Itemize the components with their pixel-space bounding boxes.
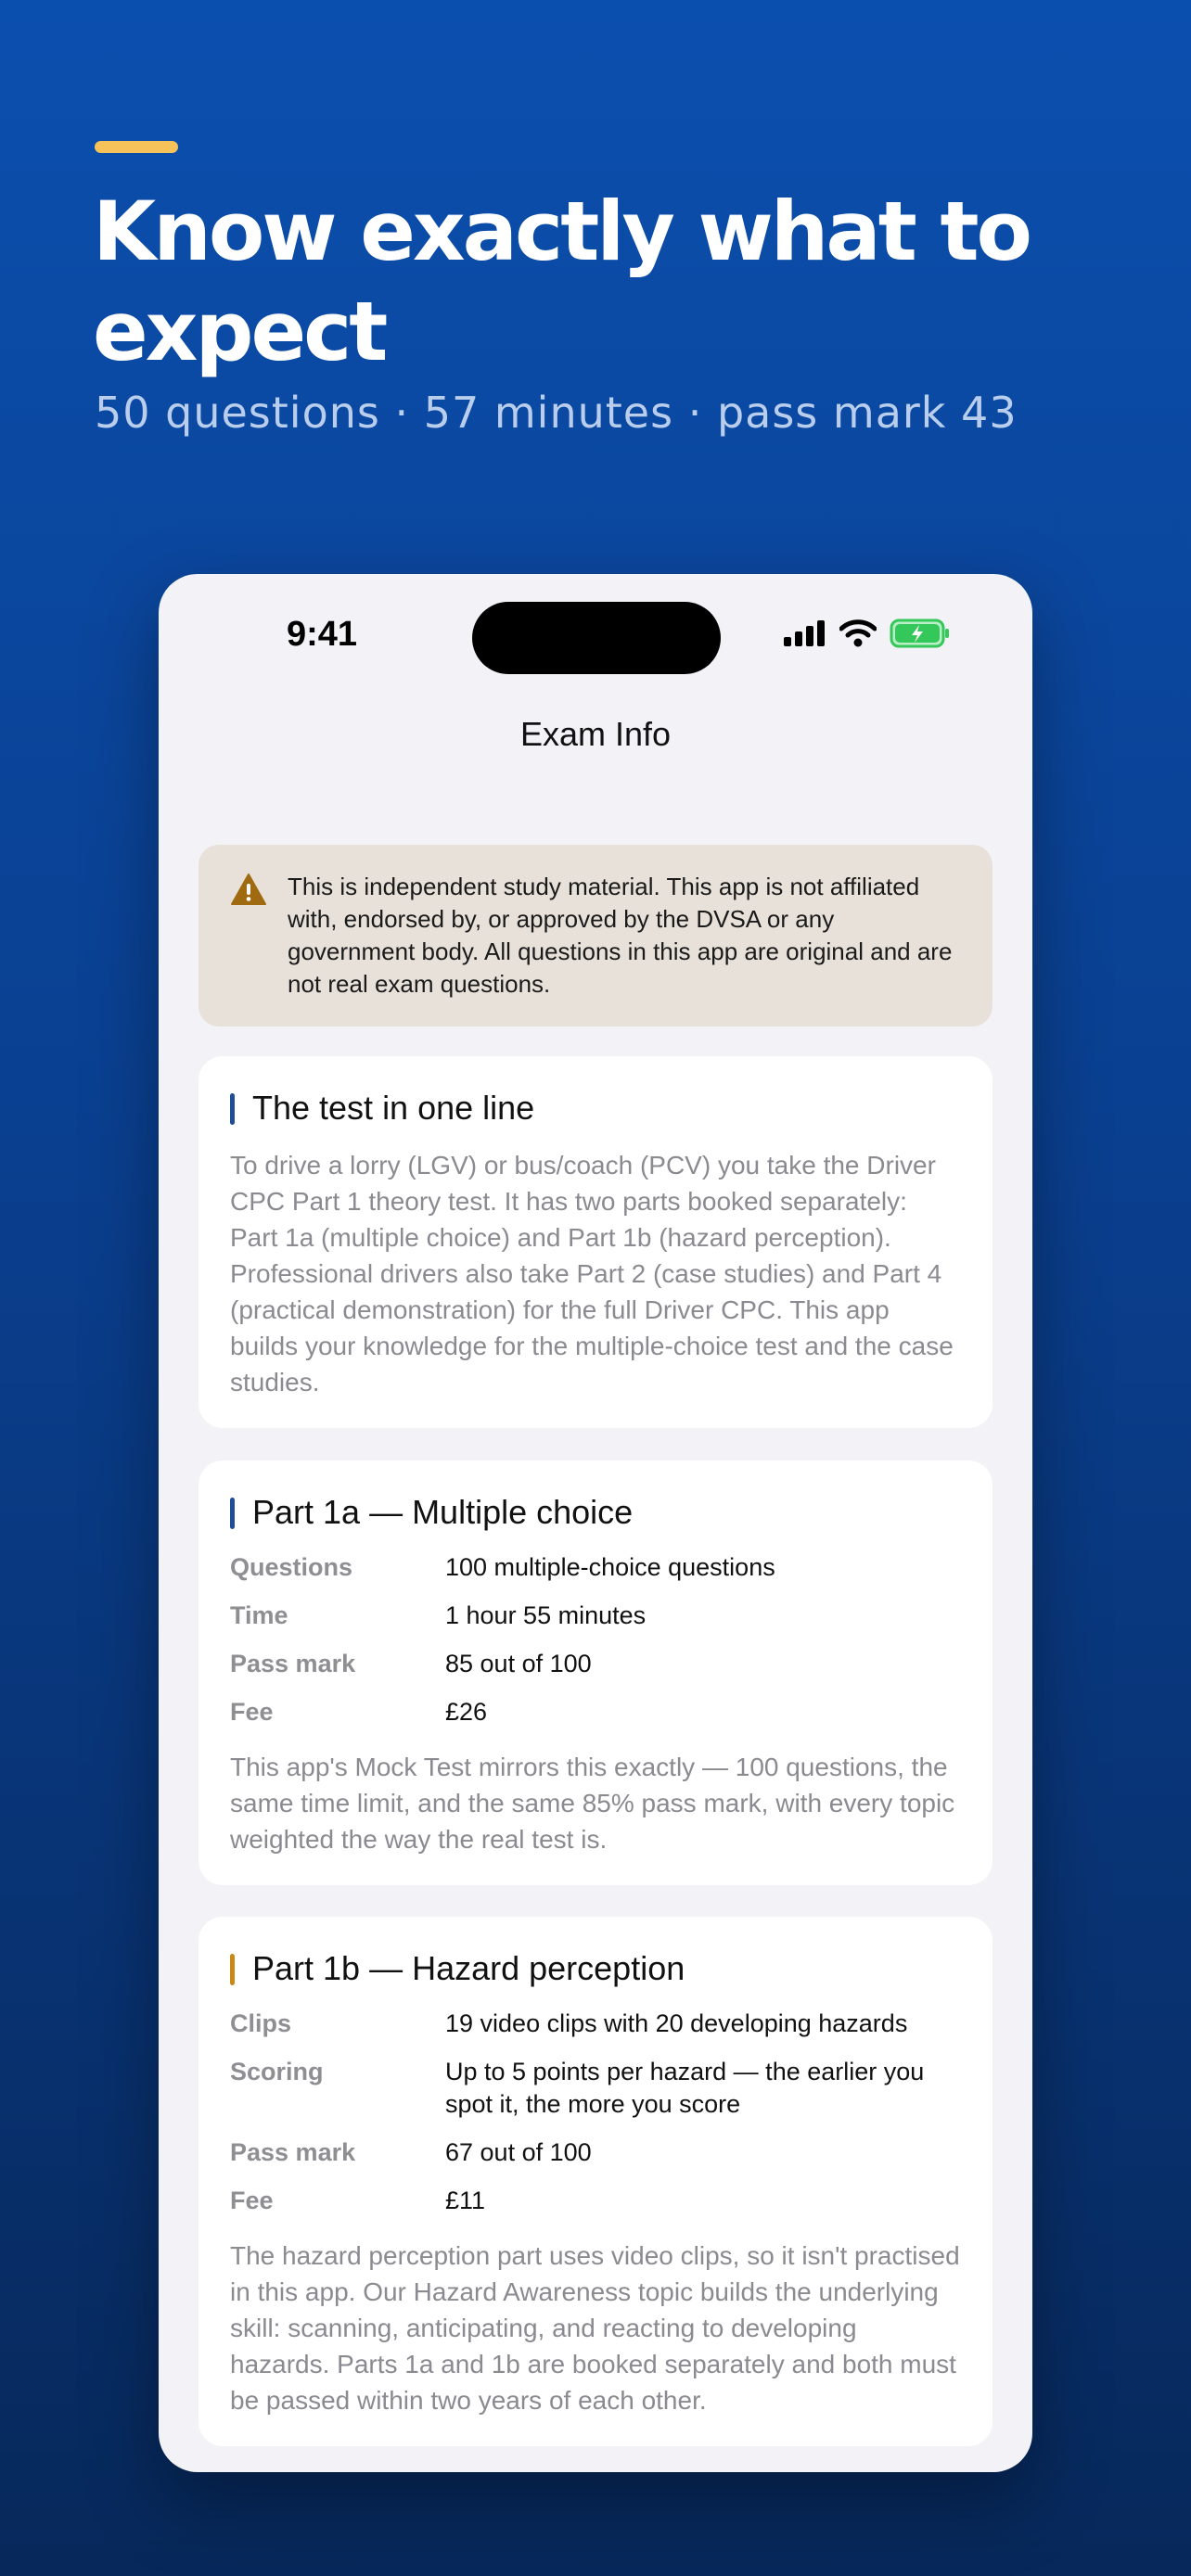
detail-row: [230, 2185, 961, 2217]
card-body: This app's Mock Test mirrors this exactly — 100 questions, the same time limit, and the same 85% pass mark, with every topic weighted the way the real test is.: [230, 1753, 955, 1854]
detail-value: Up to 5 points per hazard — the earlier you spot it, the more you score: [445, 2058, 925, 2118]
detail-label: Pass mark: [230, 1650, 356, 1677]
detail-value: 85 out of 100: [445, 1650, 592, 1677]
detail-label: Questions: [230, 1553, 353, 1581]
detail-value: 19 video clips with 20 developing hazards: [445, 2009, 908, 2037]
detail-value: 67 out of 100: [445, 2138, 592, 2166]
detail-row: [230, 1648, 961, 1680]
card-part-1a: [198, 1460, 992, 1885]
detail-label: Fee: [230, 2187, 274, 2214]
detail-row: [230, 1600, 961, 1632]
detail-row: [230, 2056, 961, 2121]
card-body: The hazard perception part uses video clips, so it isn't practised in this app. Our Hazard Awareness topic builds the underlying skill: scanning, anticipating, and reacting to developing hazards. Parts 1a and 1b are booked separately and both must be passed within two years of each other.: [230, 2241, 960, 2415]
detail-label: Fee: [230, 1698, 274, 1726]
detail-value: £11: [445, 2187, 486, 2214]
headline: Know exactly what to expect: [93, 184, 1031, 379]
detail-row: [230, 2136, 961, 2169]
accent-bar: [95, 141, 178, 153]
card-title: Part 1a — Multiple choice: [230, 1492, 961, 1533]
card-title: The test in one line: [230, 1088, 961, 1129]
status-time: 9:41: [287, 615, 358, 654]
detail-row: [230, 1551, 961, 1584]
disclaimer-text: This is independent study material. This app is not affiliated with, endorsed by, or approved by the DVSA or any government body. All questions in this app are original and are not real exam questions.: [288, 873, 953, 998]
detail-value: 100 multiple-choice questions: [445, 1553, 775, 1581]
card-test-overview: [198, 1056, 992, 1428]
detail-value: 1 hour 55 minutes: [445, 1601, 647, 1629]
nav-title: Exam Info: [519, 715, 672, 753]
card-part-1b: [198, 1917, 992, 2446]
subhead: 50 questions · 57 minutes · pass mark 43: [95, 388, 1018, 438]
detail-label: Clips: [230, 2009, 292, 2037]
warning-icon: [230, 873, 267, 906]
card-title: Part 1b — Hazard perception: [230, 1948, 961, 1989]
detail-label: Time: [230, 1601, 288, 1629]
detail-value: £26: [445, 1698, 488, 1726]
detail-row: [230, 1696, 961, 1728]
detail-label: Scoring: [230, 2058, 324, 2085]
disclaimer-notice: [198, 845, 992, 1027]
signal-icon: [784, 620, 826, 646]
phone-frame: [159, 574, 1032, 2472]
status-icons: [784, 618, 951, 648]
card-body: To drive a lorry (LGV) or bus/coach (PCV) you take the Driver CPC Part 1 theory test. It has two parts booked separately: Part 1a (multiple choice) and Part 1b (hazard perception). Professional drivers also take Part 2 (case studies) and Part 4 (practical demonstration) for the full Driver CPC. This app builds your knowledge for the multiple-choice test and the case studies.: [230, 1151, 954, 1396]
detail-label: Pass mark: [230, 2138, 356, 2166]
wifi-icon: [839, 619, 877, 647]
dynamic-island: [472, 602, 721, 674]
battery-icon: [890, 618, 951, 648]
detail-row: [230, 2008, 961, 2040]
